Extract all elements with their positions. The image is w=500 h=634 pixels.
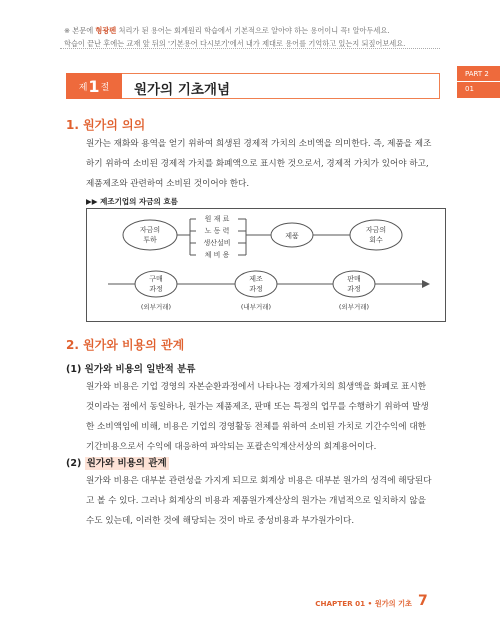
footer-chapter: CHAPTER 01 • 원가의 기초 (315, 599, 412, 608)
stage-sales-caption: (외부거래) (338, 303, 370, 311)
node-fund-investment (123, 220, 177, 250)
node-fund-investment-line1: 자금의 (139, 226, 161, 234)
highlighted-term: 원가와 비용의 관계 (86, 458, 167, 469)
stage-sales-line1: 판매 (347, 275, 361, 283)
stage-purchase-line1: 구매 (149, 275, 163, 283)
paragraph-relationship: 원가와 비용은 대부분 관련성을 가지게 되므로 회계상 비용은 대부분 원가의 성격에 해당된다 고 볼 수 있다. 그러나 회계상의 비용과 제품원가계산상의 원가는 개념적으로 일치하지 않을 수도 있는데, 이러한 것에 해당되는 것이 바로 중성비용과 부가원가이다. (86, 476, 432, 526)
section-title: 원가의 기초개념 (134, 82, 230, 98)
stage-sales-line2: 과정 (347, 285, 361, 293)
section-title-bar (66, 73, 440, 99)
paragraph-cost-definition: 원가는 재화와 용역을 얻기 위하여 희생된 경제적 가치의 소비액을 의미한다. 즉, 제품을 제조 하기 위하여 소비된 경제적 가치를 화폐액으로 표시한 것으로서, 경제적 가치가 있어야 하고, 제품제조와 관련하여 소비된 것이어야 한다. (86, 139, 432, 189)
input-labor: 노 동 력 (204, 227, 230, 235)
note-line-1: ※ 본문에 형광펜 처리가 된 용어는 회계원리 학습에서 기본적으로 알아야 하는 용어이니 꼭! 알아두세요. (64, 26, 390, 35)
stage-manufacturing-line1: 제조 (249, 275, 263, 283)
node-fund-recovery-line1: 자금의 (365, 226, 387, 234)
node-fund-investment-line2: 투하 (143, 236, 157, 244)
stage-purchase-caption: (외부거래) (140, 303, 172, 311)
stage-manufacturing-caption: (내부거래) (240, 303, 272, 311)
page-number: 7 (418, 593, 428, 609)
stage-purchase-line2: 과정 (149, 285, 163, 293)
node-fund-recovery (350, 220, 402, 250)
section-number-tab: 제 1 절 (66, 73, 122, 99)
diagram-caption: ▶▶ 제조기업의 자금의 흐름 (86, 197, 178, 206)
fund-flow-diagram (86, 208, 446, 322)
part-number: 01 (465, 85, 474, 93)
part-label: PART 2 (465, 70, 489, 78)
note-line-2: 학습이 끝난 후에는 교재 앞 뒤의 '기본용어 다시보기'에서 내가 제대로 용어를 기억하고 있는지 되짚어보세요. (64, 39, 406, 48)
divider (457, 81, 500, 82)
highlight-word: 형광펜 (95, 26, 117, 35)
study-note (64, 24, 444, 50)
input-expenses: 체 비 용 (204, 251, 230, 259)
node-fund-recovery-line2: 회수 (369, 236, 383, 244)
section-number: 1 (88, 76, 100, 96)
heading-cost-expense-relation: 2. 원가와 비용의 관계 (66, 338, 185, 352)
divider (60, 48, 440, 49)
input-equipment: 생산설비 (203, 239, 231, 247)
subheading-general-classification: (1) 원가와 비용의 일반적 분류 (66, 364, 196, 375)
stage-manufacturing-line2: 과정 (249, 285, 263, 293)
paragraph-general-classification: 원가와 비용은 기업 경영의 자본순환과정에서 나타나는 경제가치의 희생액을 화폐로 표시한 것이라는 점에서 동일하나, 원가는 제품제조, 판매 또는 특정의 업무를 수행하기 위하여 발생 한 소비액임에 비해, 비용은 기업의 경영활동 전체를 위하여 소비된 가치로 기간수익에 대한 기간비용으로서 수익에 대응하여 파악되는 포괄손익계산서상의 회계용어이다. (86, 382, 429, 452)
input-raw-materials: 원 재 료 (204, 215, 230, 223)
heading-cost-definition: 1. 원가의 의의 (66, 118, 146, 132)
part-tab (457, 66, 500, 98)
subheading-relationship: (2) 원가와 비용의 관계 (66, 458, 167, 469)
node-product-label: 제품 (285, 232, 299, 240)
